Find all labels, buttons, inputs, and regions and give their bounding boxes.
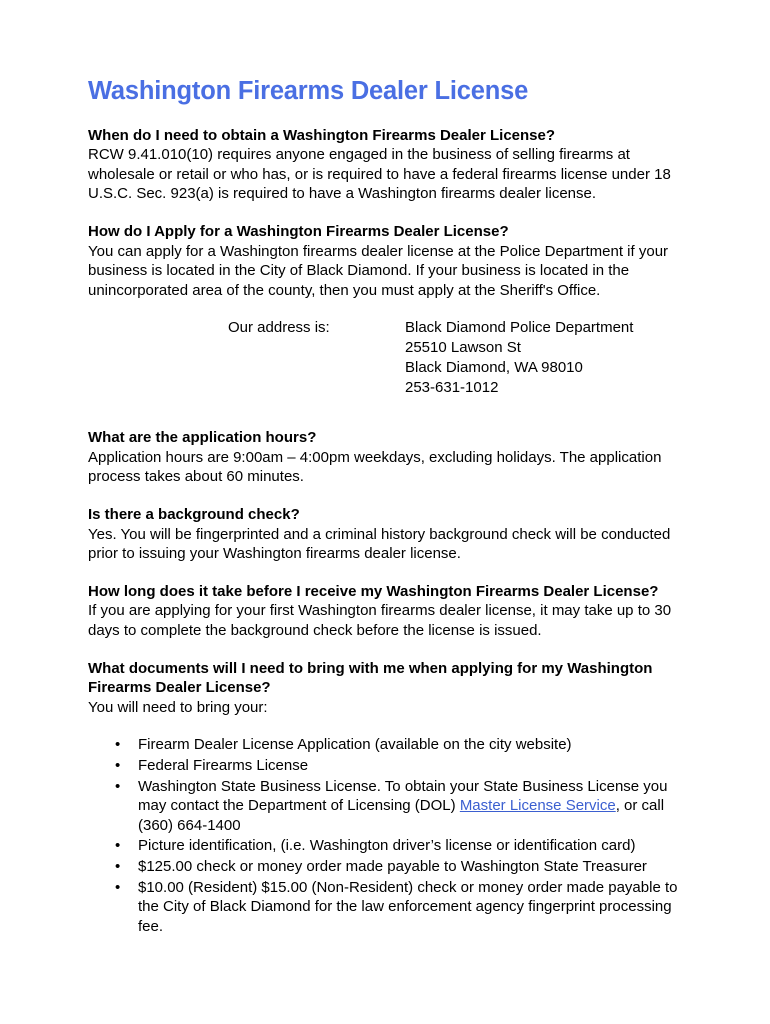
list-item-text: $10.00 (Resident) $15.00 (Non-Resident) check or money order made payable to the City of Black Diamond for the law enforcement agency fingerprint processing fee. <box>138 878 678 935</box>
list-item-text-before-link: Washington State Business License. To obtain your State Business License you may contact the Department of Licensing (DOL) <box>138 777 668 815</box>
address-line-street: 25510 Lawson St <box>405 339 521 357</box>
section-application-hours <box>88 428 682 487</box>
question-heading: How do I Apply for a Washington Firearms Dealer License? <box>88 222 509 240</box>
section-required-documents <box>88 659 682 718</box>
bullet-icon: • <box>115 757 121 774</box>
answer-text: If you are applying for your first Washington firearms dealer license, it may take up to 30 days to complete the background check before the license is issued. <box>88 602 672 640</box>
address-line-agency: Black Diamond Police Department <box>405 319 634 337</box>
section-background-check <box>88 505 682 564</box>
document-body <box>88 78 682 937</box>
answer-text: You will need to bring your: <box>88 698 268 716</box>
answer-text: Application hours are 9:00am – 4:00pm weekdays, excluding holidays. The application process takes about 60 minutes. <box>88 448 662 486</box>
bullet-icon: • <box>115 777 121 795</box>
answer-text: RCW 9.41.010(10) requires anyone engaged in the business of selling firearms at wholesale or retail or who has, or is required to have a federal firearms license under 18 U.S.C. Sec. 923(a) is required to have a Washington firearms dealer license. <box>88 146 671 203</box>
list-item-text: $125.00 check or money order made payable to Washington State Treasurer <box>138 857 647 875</box>
bullet-icon: • <box>115 736 121 754</box>
address-lines <box>405 318 633 397</box>
question-heading: Is there a background check? <box>88 506 300 524</box>
answer-text: You can apply for a Washington firearms dealer license at the Police Department if your business is located in the City of Black Diamond. If your business is located in the unincorporated area of the county, then you must apply at the Sheriff's Office. <box>88 242 669 299</box>
bullet-icon: • <box>115 857 121 875</box>
answer-text: Yes. You will be fingerprinted and a criminal history background check will be conducted prior to issuing your Washington firearms dealer license. <box>88 525 671 563</box>
section-when-needed <box>88 126 682 204</box>
section-processing-time <box>88 582 682 641</box>
address-line-city-state-zip: Black Diamond, WA 98010 <box>405 358 583 376</box>
address-line-phone: 253-631-1012 <box>405 378 499 396</box>
list-item-text-after-link: , or call (360) 664-1400 <box>138 797 665 834</box>
list-item-text: Firearm Dealer License Application (available on the city website) <box>138 736 572 754</box>
address-label: Our address is: <box>228 319 330 337</box>
section-how-to-apply <box>88 222 682 300</box>
address-block <box>88 318 682 400</box>
list-item <box>88 777 682 836</box>
question-heading: How long does it take before I receive my Washington Firearms Dealer License? <box>88 582 659 600</box>
question-heading: When do I need to obtain a Washington Firearms Dealer License? <box>88 126 556 144</box>
list-item <box>88 836 682 856</box>
bullet-icon: • <box>115 878 121 896</box>
list-item <box>88 735 682 755</box>
question-heading: What documents will I need to bring with me when applying for my Washington Firearms Dealer License? <box>88 659 653 697</box>
master-license-service-link[interactable]: Master License Service <box>459 797 616 815</box>
bullet-icon: • <box>115 837 121 855</box>
list-item-text: Picture identification, (i.e. Washington driver’s license or identification card) <box>138 837 636 855</box>
list-item-text: Federal Firearms License <box>138 757 309 774</box>
required-documents-list <box>88 735 682 936</box>
list-item <box>88 756 682 776</box>
list-item <box>88 857 682 877</box>
page-title: Washington Firearms Dealer License <box>88 77 529 105</box>
question-heading: What are the application hours? <box>88 429 317 447</box>
list-item <box>88 878 682 937</box>
